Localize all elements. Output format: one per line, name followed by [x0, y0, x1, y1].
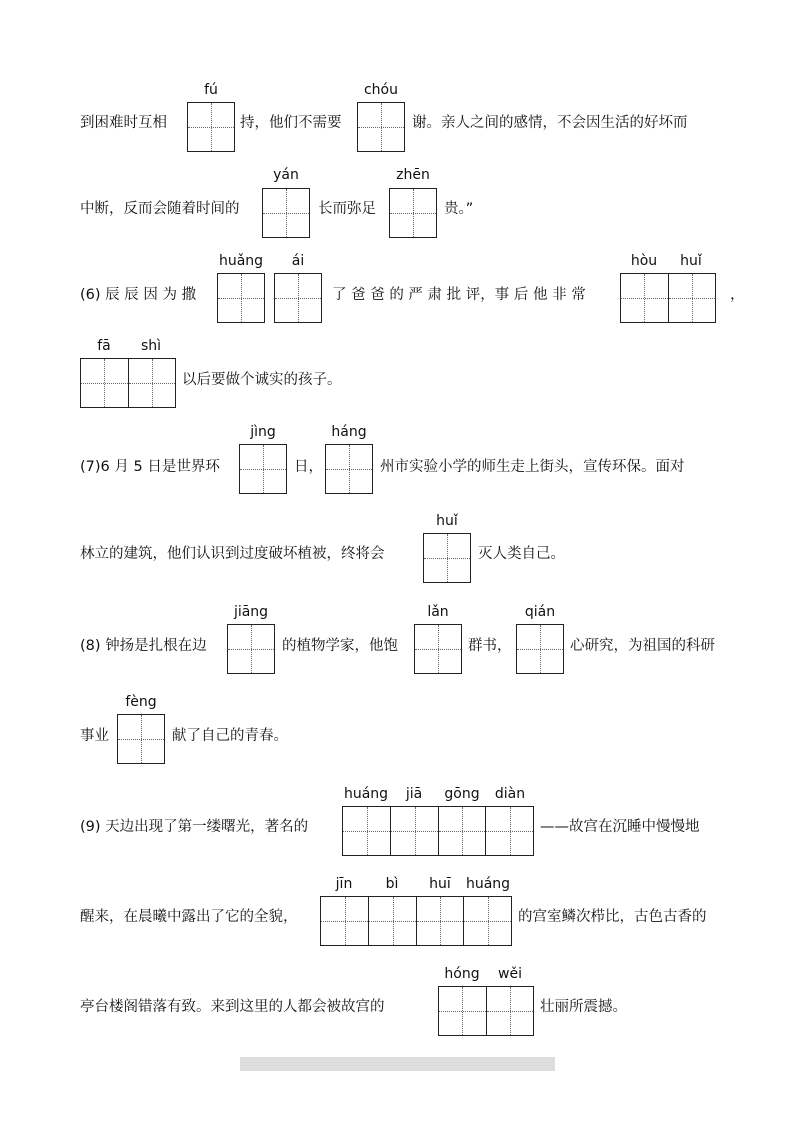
text-segment: 壮丽所震撼。	[540, 999, 627, 1015]
text-segment: 中断，反而会随着时间的	[80, 201, 240, 217]
pinyin-label: huī	[429, 876, 451, 892]
pinyin-label: qián	[524, 604, 556, 620]
text-segment: (9) 天边出现了第一缕曙光，著名的	[80, 819, 309, 835]
answer-box[interactable]	[117, 714, 165, 764]
text-segment: 群书，	[468, 638, 512, 654]
pinyin-label: yán	[273, 167, 299, 183]
pinyin-label: wěi	[498, 966, 522, 982]
text-segment: ，	[730, 287, 745, 303]
pinyin-label: zhēn	[396, 167, 430, 183]
pinyin-label: huǐ	[680, 253, 702, 269]
text-segment: (7)6 月 5 日是世界环	[80, 459, 220, 475]
pinyin-label: gōng	[444, 786, 480, 802]
pinyin-label: lǎn	[427, 604, 449, 620]
text-segment: 献了自己的青春。	[172, 728, 288, 744]
text-segment: 亭台楼阁错落有致。来到这里的人都会被故宫的	[80, 999, 385, 1015]
pinyin-label: diàn	[494, 786, 526, 802]
text-segment: 的植物学家，他饱	[282, 638, 398, 654]
pinyin-label: bì	[385, 876, 399, 892]
pinyin-label: shì	[140, 338, 162, 354]
pinyin-label: jìng	[250, 424, 276, 440]
answer-box[interactable]	[423, 533, 471, 583]
text-segment: 长而弥足	[318, 201, 376, 217]
answer-box[interactable]	[342, 806, 534, 856]
text-segment: 日，	[294, 459, 323, 475]
blurred-footer	[240, 1057, 555, 1071]
answer-box[interactable]	[217, 273, 265, 323]
pinyin-label: fā	[97, 338, 111, 354]
pinyin-label: jiā	[405, 786, 423, 802]
answer-box[interactable]	[227, 624, 275, 674]
text-segment: 灭人类自己。	[478, 546, 565, 562]
answer-box[interactable]	[239, 444, 287, 494]
answer-box[interactable]	[516, 624, 564, 674]
pinyin-label: háng	[331, 424, 367, 440]
text-segment: 持，他们不需要	[240, 115, 342, 131]
pinyin-label: huáng	[465, 876, 511, 892]
text-segment: 以后要做个诚实的孩子。	[182, 372, 342, 388]
answer-box[interactable]	[325, 444, 373, 494]
answer-box[interactable]	[187, 102, 235, 152]
text-segment: (8) 钟扬是扎根在边	[80, 638, 207, 654]
answer-box[interactable]	[414, 624, 462, 674]
text-segment: 到困难时互相	[80, 115, 167, 131]
pinyin-label: fú	[204, 82, 218, 98]
answer-box[interactable]	[80, 358, 176, 408]
text-segment: 林立的建筑，他们认识到过度破坏植被，终将会	[80, 546, 385, 562]
text-segment: 州市实验小学的师生走上街头，宣传环保。面对	[380, 459, 685, 475]
text-segment: (6) 辰 辰 因 为 撒	[80, 287, 197, 303]
text-segment: ——故宫在沉睡中慢慢地	[540, 819, 700, 835]
text-segment: 事业	[80, 728, 109, 744]
answer-box[interactable]	[620, 273, 716, 323]
text-segment: 贵。”	[444, 201, 474, 217]
pinyin-label: ái	[291, 253, 305, 269]
text-segment: 醒来，在晨曦中露出了它的全貌，	[80, 909, 298, 925]
text-segment: 的宫室鳞次栉比，古色古香的	[518, 909, 707, 925]
text-segment: 了 爸 爸 的 严 肃 批 评，事 后 他 非 常	[332, 287, 586, 303]
pinyin-label: jiāng	[233, 604, 269, 620]
answer-box[interactable]	[357, 102, 405, 152]
answer-box[interactable]	[320, 896, 512, 946]
text-segment: 谢。亲人之间的感情，不会因生活的好坏而	[412, 115, 688, 131]
pinyin-label: huǎng	[218, 253, 264, 269]
pinyin-label: chóu	[363, 82, 398, 98]
pinyin-label: hóng	[444, 966, 480, 982]
pinyin-label: hòu	[630, 253, 658, 269]
pinyin-label: fèng	[125, 694, 157, 710]
pinyin-label: huáng	[343, 786, 389, 802]
answer-box[interactable]	[438, 986, 534, 1036]
answer-box[interactable]	[262, 188, 310, 238]
answer-box[interactable]	[389, 188, 437, 238]
text-segment: 心研究，为祖国的科研	[570, 638, 715, 654]
pinyin-label: huǐ	[436, 513, 458, 529]
pinyin-label: jīn	[335, 876, 353, 892]
answer-box[interactable]	[274, 273, 322, 323]
